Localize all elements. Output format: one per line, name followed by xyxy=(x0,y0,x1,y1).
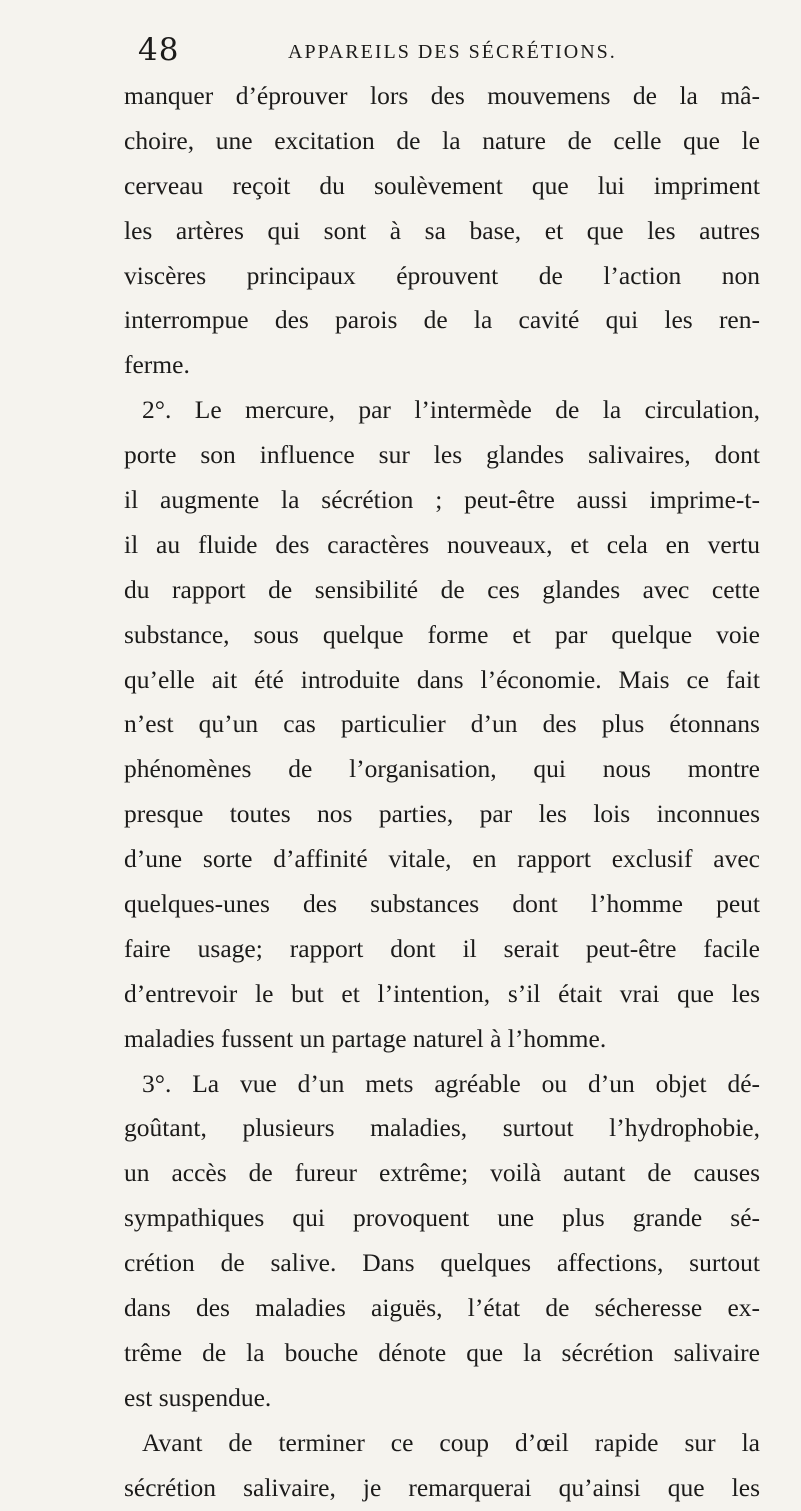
text-line: n’est qu’un cas particulier d’un des plus étonnans xyxy=(124,709,760,739)
text-line: quelques-unes des substances dont l’homme peut xyxy=(124,889,760,919)
text-line: viscères principaux éprouvent de l’action non xyxy=(124,260,760,290)
text-line: trême de la bouche dénote que la sécrétion salivaire xyxy=(124,1337,760,1367)
text-line: sympathiques qui provoquent une plus grande sé- xyxy=(124,1203,760,1233)
text-line: 3°. La vue d’un mets agréable ou d’un objet dé- xyxy=(142,1068,760,1098)
text-line: Avant de terminer ce coup d’œil rapide sur la xyxy=(142,1427,760,1457)
page-number: 48 xyxy=(138,32,180,68)
text-line: substance, sous quelque forme et par quelque voie xyxy=(124,619,760,649)
text-line: manquer d’éprouver lors des mouvemens de la mâ- xyxy=(124,81,760,110)
text-line: presque toutes nos parties, par les lois inconnues xyxy=(124,799,760,829)
text-line: dans des maladies aiguës, l’état de sécheresse ex- xyxy=(124,1293,760,1323)
text-line: cerveau reçoit du soulèvement que lui impriment xyxy=(124,170,760,200)
body-text xyxy=(124,74,760,1511)
text-line: crétion de salive. Dans quelques affections, surtout xyxy=(124,1248,760,1278)
text-line: qu’elle ait été introduite dans l’économie. Mais ce fait xyxy=(124,664,760,694)
text-line: il augmente la sécrétion ; peut-être aussi imprime-t- xyxy=(124,485,760,515)
text-line: porte son influence sur les glandes salivaires, dont xyxy=(124,440,760,470)
text-line: est suspendue. xyxy=(124,1382,272,1412)
text-line: goûtant, plusieurs maladies, surtout l’hydrophobie, xyxy=(124,1113,760,1143)
text-line: il au fluide des caractères nouveaux, et cela en vertu xyxy=(124,529,760,559)
text-line: phénomènes de l’organisation, qui nous montre xyxy=(124,754,760,784)
text-line: d’une sorte d’affinité vitale, en rapport exclusif avec xyxy=(124,844,760,874)
text-line: les artères qui sont à sa base, et que les autres xyxy=(124,215,760,245)
text-line: faire usage; rapport dont il serait peut-être facile xyxy=(124,933,760,963)
text-line: sécrétion salivaire, je remarquerai qu’ainsi que les xyxy=(124,1472,760,1502)
text-line: ferme. xyxy=(124,350,190,380)
text-line: d’entrevoir le but et l’intention, s’il était vrai que les xyxy=(124,978,760,1008)
text-line: du rapport de sensibilité de ces glandes avec cette xyxy=(124,574,760,604)
text-line: maladies fussent un partage naturel à l’homme. xyxy=(124,1023,607,1053)
text-line: 2°. Le mercure, par l’intermède de la circulation, xyxy=(142,395,760,425)
text-line: un accès de fureur extrême; voilà autant de causes xyxy=(124,1158,760,1188)
text-line: interrompue des parois de la cavité qui les ren- xyxy=(124,305,760,335)
page-header xyxy=(138,30,748,70)
running-title: APPAREILS DES SÉCRÉTIONS. xyxy=(288,41,617,63)
text-line: choire, une excitation de la nature de celle que le xyxy=(124,125,760,155)
